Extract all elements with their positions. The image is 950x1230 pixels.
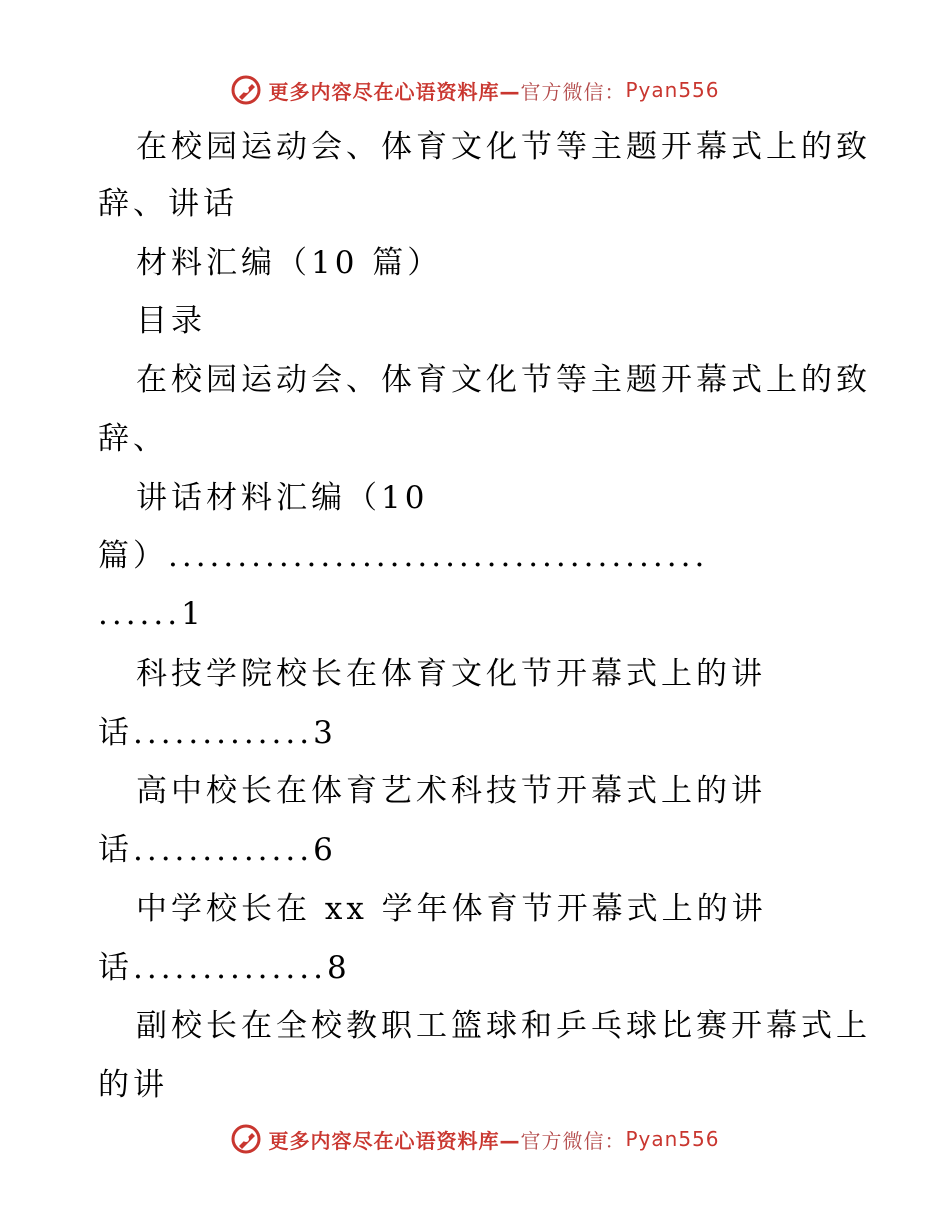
doc-title-line-1: 在校园运动会、体育文化节等主题开幕式上的致 <box>136 129 871 165</box>
pen-logo-icon <box>230 74 262 106</box>
doc-title-line-3: 材料汇编（10 篇） <box>136 245 443 281</box>
toc-entry-1-line-1: 在校园运动会、体育文化节等主题开幕式上的致 <box>136 362 871 398</box>
watermark-text: 更多内容尽在心语资料库— <box>268 79 521 104</box>
toc-entry-1-line-3: 讲话材料汇编（10 <box>136 480 429 516</box>
toc-entry-5-line-2: 的讲 <box>98 1067 168 1103</box>
pen-logo-icon <box>230 1123 262 1155</box>
header-watermark <box>0 70 950 110</box>
watermark-wechat-id: Pyan556 <box>625 78 720 102</box>
watermark-wechat-id: Pyan556 <box>625 1127 720 1151</box>
toc-entry-5-line-1: 副校长在全校教职工篮球和乒乓球比赛开幕式上 <box>136 1008 871 1044</box>
doc-title-line-2: 辞、讲话 <box>98 186 238 222</box>
toc-entry-1-line-4: 篇）....................................... <box>98 538 709 574</box>
footer-watermark <box>0 1119 950 1159</box>
toc-entry-3-line-2: 话.............6 <box>98 832 337 868</box>
toc-heading: 目录 <box>136 303 206 339</box>
toc-entry-1-line-5: ......1 <box>98 596 205 632</box>
watermark-wechat-label: 官方微信： <box>520 1128 626 1153</box>
toc-entry-2-line-2: 话.............3 <box>98 715 337 751</box>
toc-entry-2-line-1: 科技学院校长在体育文化节开幕式上的讲 <box>136 656 766 692</box>
toc-entry-4-line-2: 话..............8 <box>98 950 351 986</box>
watermark-wechat-label: 官方微信： <box>520 79 626 104</box>
toc-entry-1-line-2: 辞、 <box>98 421 168 457</box>
watermark-text: 更多内容尽在心语资料库— <box>268 1128 521 1153</box>
toc-entry-3-line-1: 高中校长在体育艺术科技节开幕式上的讲 <box>136 773 766 809</box>
toc-entry-4-line-1: 中学校长在 xx 学年体育节开幕式上的讲 <box>136 891 767 927</box>
